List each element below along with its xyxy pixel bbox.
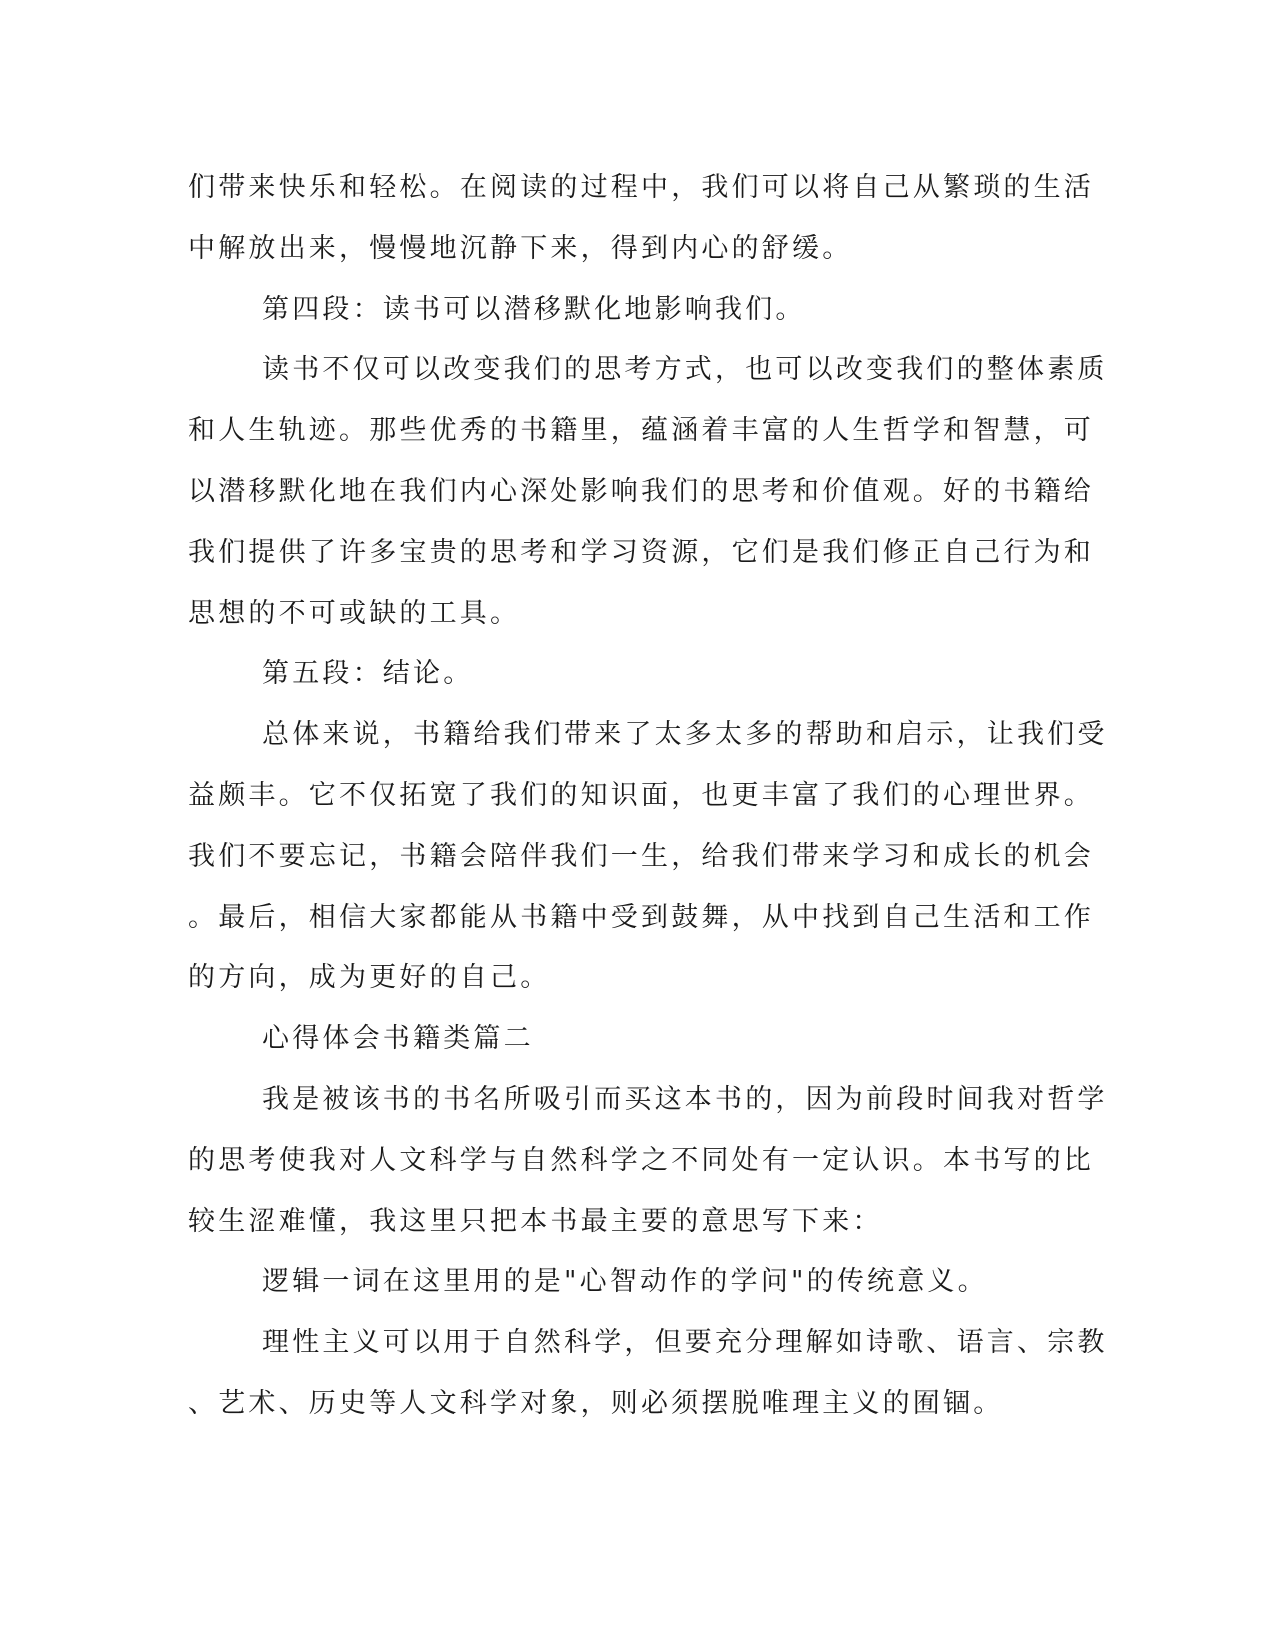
text-line: 总体来说，书籍给我们带来了太多太多的帮助和启示，让我们受 <box>262 719 1108 751</box>
text-line: 益颇丰。它不仅拓宽了我们的知识面，也更丰富了我们的心理世界。 <box>188 779 1094 811</box>
text-line: 思想的不可或缺的工具。 <box>188 597 521 629</box>
text-line: 我们提供了许多宝贵的思考和学习资源，它们是我们修正自己行为和 <box>188 536 1094 568</box>
text-line: 逻辑一词在这里用的是"心智动作的学问"的传统意义。 <box>262 1266 988 1298</box>
section-heading: 第四段：读书可以潜移默化地影响我们。 <box>262 293 806 325</box>
text-line: 中解放出来，慢慢地沉静下来，得到内心的舒缓。 <box>188 232 853 264</box>
text-line: 我是被该书的书名所吸引而买这本书的，因为前段时间我对哲学 <box>262 1083 1108 1115</box>
text-line: 和人生轨迹。那些优秀的书籍里，蕴涵着丰富的人生哲学和智慧，可 <box>188 415 1094 447</box>
text-line: 。最后，相信大家都能从书籍中受到鼓舞，从中找到自己生活和工作 <box>188 901 1094 933</box>
text-line: 的方向，成为更好的自己。 <box>188 962 551 994</box>
text-line: 们带来快乐和轻松。在阅读的过程中，我们可以将自己从繁琐的生活 <box>188 172 1094 203</box>
text-line: 我们不要忘记，书籍会陪伴我们一生，给我们带来学习和成长的机会 <box>188 840 1094 872</box>
text-line: 读书不仅可以改变我们的思考方式，也可以改变我们的整体素质 <box>262 354 1108 386</box>
text-line: 、艺术、历史等人文科学对象，则必须摆脱唯理主义的囿锢。 <box>188 1387 1004 1419</box>
text-line: 的思考使我对人文科学与自然科学之不同处有一定认识。本书写的比 <box>188 1144 1094 1176</box>
section-title: 心得体会书籍类篇二 <box>262 1023 534 1055</box>
text-line: 较生涩难懂，我这里只把本书最主要的意思写下来： <box>188 1205 883 1237</box>
section-heading: 第五段：结论。 <box>262 658 474 690</box>
document-body <box>188 158 1108 1435</box>
text-line: 以潜移默化地在我们内心深处影响我们的思考和价值观。好的书籍给 <box>188 475 1094 507</box>
text-line: 理性主义可以用于自然科学，但要充分理解如诗歌、语言、宗教 <box>262 1327 1108 1359</box>
